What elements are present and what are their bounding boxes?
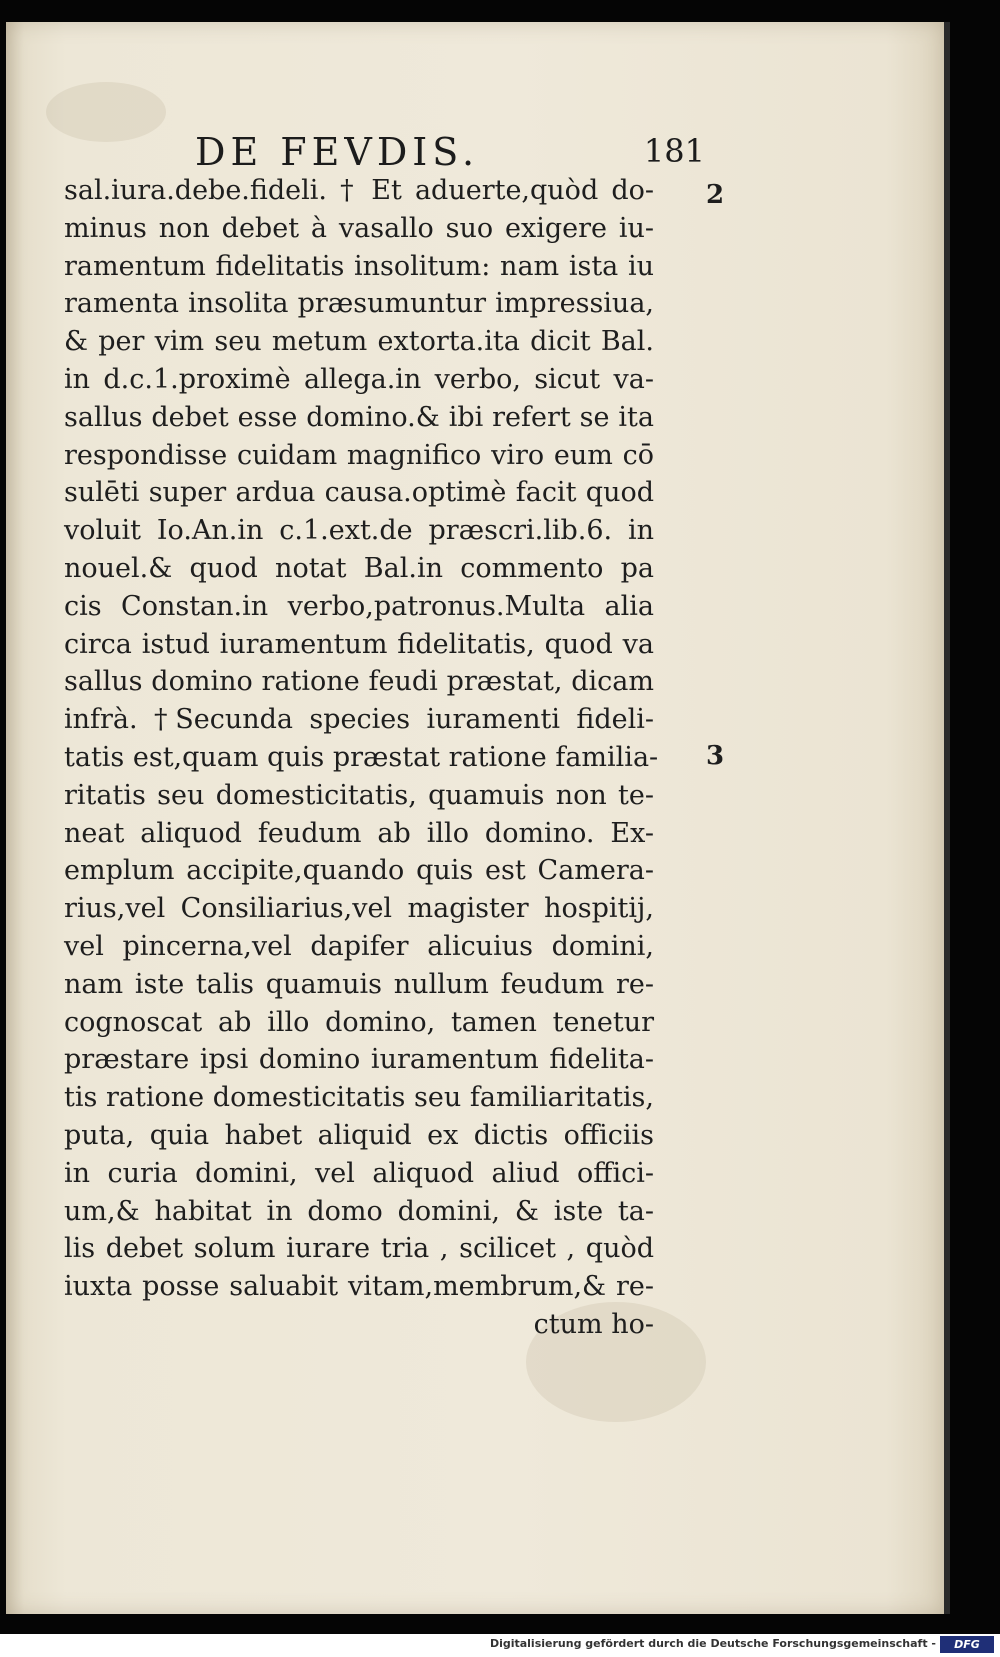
- text-line: in d.c.1.proximè allega.in verbo, sicut va-: [64, 363, 654, 395]
- margin-note-3: 3: [706, 741, 725, 771]
- paper-stain: [46, 82, 166, 142]
- text-line: tis ratione domesticitatis seu familiaritatis,: [64, 1082, 654, 1114]
- text-line: vel pincerna,vel dapifer alicuius domini,: [64, 930, 654, 962]
- text-line: in curia domini, vel aliquod aliud offici-: [64, 1157, 654, 1189]
- text-line: nam iste talis quamuis nullum feudum re-: [64, 968, 654, 1000]
- text-line: ramenta insolita præsumuntur impressiua,: [64, 288, 654, 320]
- text-line: voluit Io.An.in c.1.ext.de præscri.lib.6. in: [64, 515, 654, 547]
- digitization-credit: Digitalisierung gefördert durch die Deutsche Forschungsgemeinschaft -: [489, 1637, 936, 1650]
- folio-number: 181: [643, 132, 705, 170]
- text-line: ramentum fidelitatis insolitum: nam ista iu: [64, 250, 654, 282]
- text-line: minus non debet à vasallo suo exigere iu-: [64, 212, 654, 244]
- text-line: rius,vel Consiliarius,vel magister hospitij,: [64, 893, 654, 925]
- running-head: [195, 130, 715, 174]
- running-title: DE FEVDIS.: [195, 130, 480, 174]
- text-line: respondisse cuidam magnifico viro eum cō: [64, 439, 654, 471]
- text-line: præstare ipsi domino iuramentum fidelita-: [64, 1044, 654, 1076]
- text-line: cognoscat ab illo domino, tamen tenetur: [64, 1006, 654, 1038]
- text-line: lis debet solum iurare tria , scilicet , quòd: [64, 1233, 654, 1265]
- text-line: tatis est,quam quis præstat ratione familia-: [64, 741, 659, 773]
- text-line: sallus debet esse domino.& ibi refert se ita: [64, 401, 654, 433]
- catchword: ctum ho-: [533, 1308, 654, 1340]
- text-line: ritatis seu domesticitatis, quamuis non te-: [64, 779, 654, 811]
- text-line: sallus domino ratione feudi præstat, dicam: [64, 666, 654, 698]
- page-edge: [944, 22, 950, 1614]
- text-line: circa istud iuramentum fidelitatis, quod va: [64, 628, 654, 660]
- text-line: iuxta posse saluabit vitam,membrum,& re-: [64, 1271, 654, 1303]
- dfg-logo-icon: DFG: [940, 1636, 994, 1653]
- text-line: um,& habitat in domo domini, & iste ta-: [64, 1195, 654, 1227]
- margin-note-2: 2: [706, 180, 725, 210]
- text-line: sulēti super ardua causa.optimè facit quod: [64, 477, 654, 509]
- footer-bar: [0, 1634, 1000, 1657]
- text-line: puta, quia habet aliquid ex dictis officiis: [64, 1119, 654, 1151]
- text-line: nouel.& quod notat Bal.in commento pa: [64, 552, 654, 584]
- text-line: sal.iura.debe.fideli. † Et aduerte,quòd do-: [64, 175, 654, 206]
- text-line: neat aliquod feudum ab illo domino. Ex-: [64, 817, 654, 849]
- body-text: [64, 172, 659, 1344]
- text-line: & per vim seu metum extorta.ita dicit Bal.: [64, 326, 654, 358]
- text-line: cis Constan.in verbo,patronus.Multa alia: [64, 590, 654, 622]
- text-line: emplum accipite,quando quis est Camera-: [64, 855, 654, 887]
- text-line: infrà. †Secunda species iuramenti fideli-: [64, 704, 654, 736]
